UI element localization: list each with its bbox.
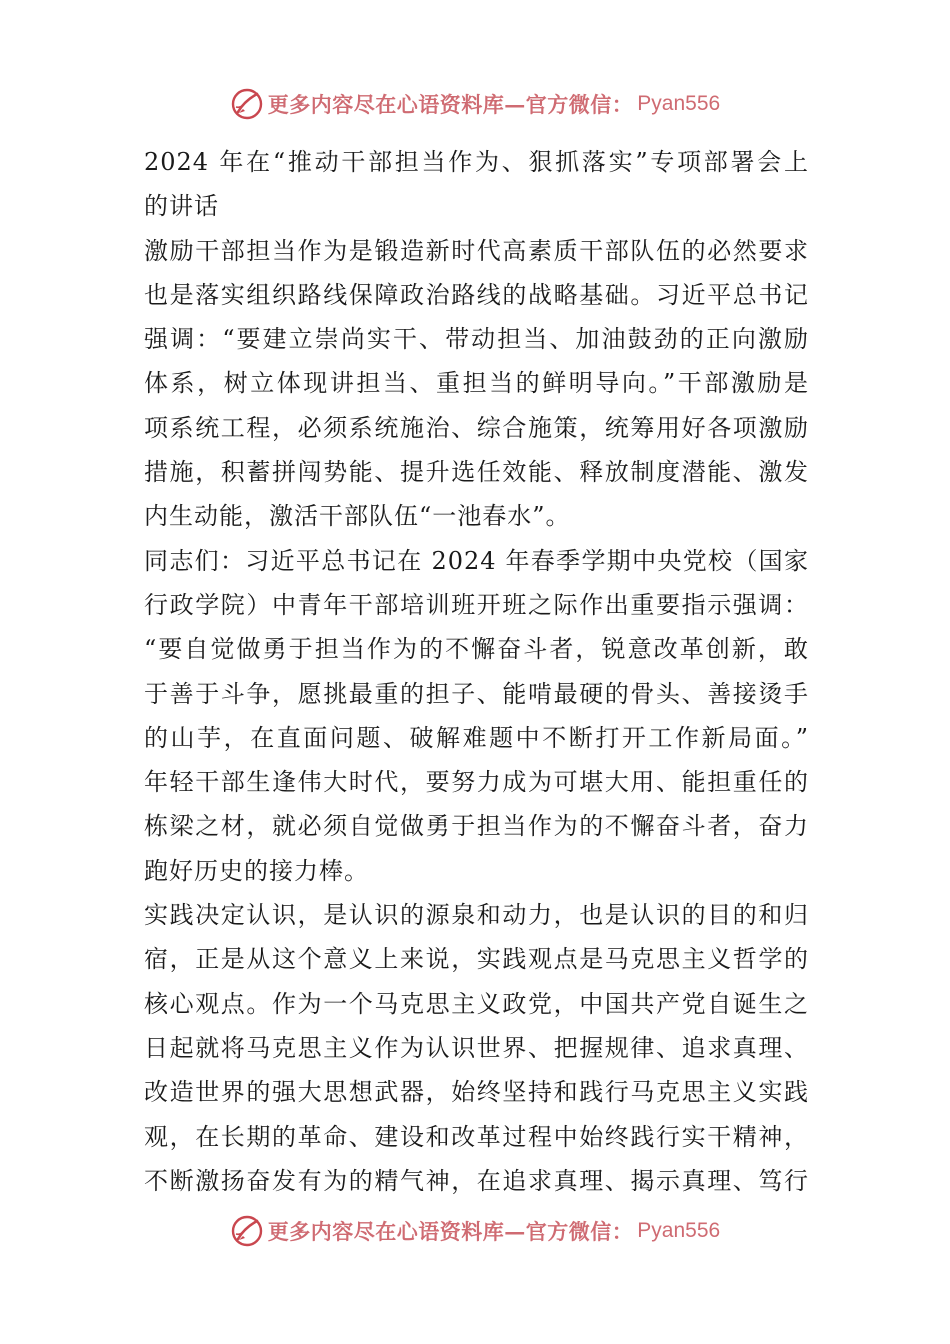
- header-watermark: [0, 84, 950, 124]
- pen-logo-icon: [230, 1214, 264, 1248]
- text-line: 强调：“要建立崇尚实干、带动担当、加油鼓劲的正向激励: [144, 325, 809, 354]
- watermark-text: 更多内容尽在心语资料库—官方微信：: [267, 1219, 634, 1244]
- paragraph-2: [144, 539, 809, 893]
- text-line: 激励干部担当作为是锻造新时代高素质干部队伍的必然要求: [144, 236, 809, 265]
- text-line: 栋梁之材，就必须自觉做勇于担当作为的不懈奋斗者，奋力: [144, 812, 809, 841]
- text-line: 核心观点。作为一个马克思主义政党，中国共产党自诞生之: [144, 989, 809, 1018]
- text-line: 年轻干部生逢伟大时代，要努力成为可堪大用、能担重任的: [144, 768, 809, 797]
- text-line: 于善于斗争，愿挑最重的担子、能啃最硬的骨头、善接烫手: [144, 679, 809, 708]
- paragraph-1: [144, 229, 809, 539]
- watermark-wechat-id: Pyan556: [637, 92, 721, 115]
- footer-watermark: [0, 1211, 950, 1251]
- text-line: “要自觉做勇于担当作为的不懈奋斗者，锐意改革创新，敢: [144, 635, 809, 664]
- paragraph-3: [144, 893, 809, 1203]
- text-line: 观，在长期的革命、建设和改革过程中始终践行实干精神，: [144, 1122, 809, 1151]
- text-line: 同志们：习近平总书记在 2024 年春季学期中央党校（国家: [144, 546, 809, 575]
- title-line: 的讲话: [144, 192, 219, 221]
- text-line: 项系统工程，必须系统施治、综合施策，统筹用好各项激励: [144, 413, 809, 442]
- title-line: 2024 年在“推动干部担当作为、狠抓落实”专项部署会上: [144, 148, 809, 176]
- text-line: 的山芋，在直面问题、破解难题中不断打开工作新局面。”: [144, 723, 809, 752]
- text-line: 改造世界的强大思想武器，始终坚持和践行马克思主义实践: [144, 1078, 809, 1107]
- text-line: 内生动能，激活干部队伍“一池春水”。: [144, 502, 571, 531]
- text-line: 行政学院）中青年干部培训班开班之际作出重要指示强调：: [144, 590, 809, 619]
- text-line: 实践决定认识，是认识的源泉和动力，也是认识的目的和归: [144, 901, 809, 930]
- text-line: 宿，正是从这个意义上来说，实践观点是马克思主义哲学的: [144, 945, 809, 974]
- document-body: [144, 140, 809, 1203]
- text-line: 也是落实组织路线保障政治路线的战略基础。习近平总书记: [144, 280, 809, 309]
- watermark-wechat-id: Pyan556: [637, 1219, 721, 1242]
- document-title: [144, 140, 809, 229]
- watermark-text: 更多内容尽在心语资料库—官方微信：: [267, 92, 634, 117]
- pen-logo-icon: [230, 87, 264, 121]
- text-line: 跑好历史的接力棒。: [144, 856, 369, 885]
- text-line: 日起就将马克思主义作为认识世界、把握规律、追求真理、: [144, 1033, 809, 1062]
- text-line: 措施，积蓄拼闯势能、提升选任效能、释放制度潜能、激发: [144, 458, 809, 487]
- text-line: 体系，树立体现讲担当、重担当的鲜明导向。”干部激励是: [144, 369, 809, 398]
- text-line: 不断激扬奋发有为的精气神，在追求真理、揭示真理、笃行: [144, 1166, 809, 1195]
